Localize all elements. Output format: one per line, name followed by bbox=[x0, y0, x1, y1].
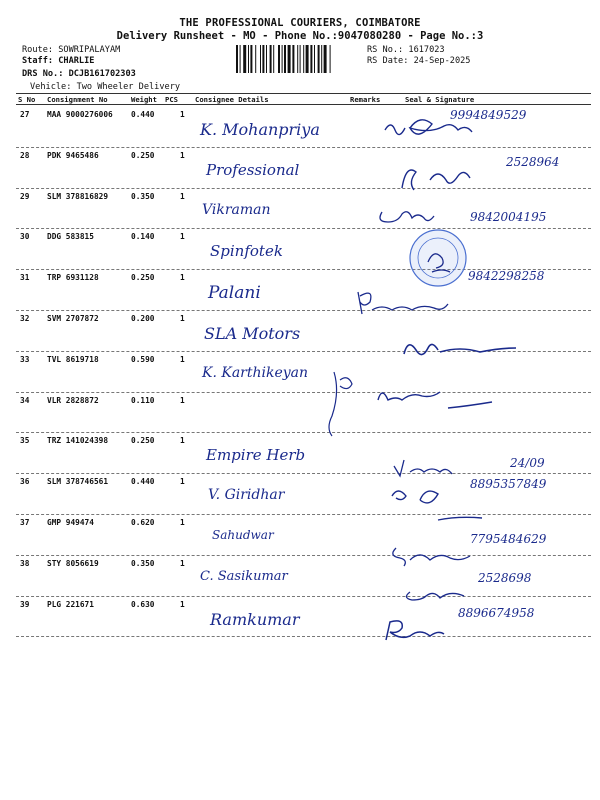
signature-mark bbox=[380, 212, 434, 222]
row-sno: 29 bbox=[20, 191, 30, 201]
row-consignment: TVL 8619718 bbox=[47, 354, 99, 364]
row-consignment: PDK 9465486 bbox=[47, 150, 99, 160]
row-sno: 35 bbox=[20, 436, 30, 446]
signature-phone-number: 2528698 bbox=[478, 570, 532, 585]
row-weight: 0.140 bbox=[131, 232, 155, 242]
col-seal-signature: Seal & Signature bbox=[405, 95, 475, 104]
row-consignment: TRP 6931128 bbox=[47, 273, 99, 283]
row-weight: 0.630 bbox=[131, 599, 155, 609]
row-weight: 0.250 bbox=[131, 436, 155, 446]
consignee-handwritten-name: C. Sasikumar bbox=[200, 568, 288, 584]
signature-phone-number: 9994849529 bbox=[450, 108, 527, 122]
consignee-handwritten-name: K. Karthikeyan bbox=[202, 364, 309, 381]
row-pcs: 1 bbox=[180, 191, 185, 201]
row-weight: 0.110 bbox=[131, 395, 155, 405]
row-consignment: MAA 9000276006 bbox=[47, 110, 113, 119]
row-weight: 0.440 bbox=[131, 110, 155, 119]
row-sno: 30 bbox=[20, 232, 30, 242]
consignee-handwritten-name: V. Giridhar bbox=[208, 487, 285, 504]
row-consignment: PLG 221671 bbox=[47, 599, 94, 609]
row-weight: 0.200 bbox=[131, 314, 155, 323]
signature-mark bbox=[402, 170, 470, 190]
col-remarks: Remarks bbox=[350, 95, 381, 104]
row-pcs: 1 bbox=[180, 150, 185, 160]
consignee-handwritten-name: Vikraman bbox=[202, 201, 271, 218]
row-sno: 33 bbox=[20, 354, 30, 364]
row-weight: 0.350 bbox=[131, 558, 155, 568]
consignee-handwritten-name: Empire Herb bbox=[206, 446, 306, 465]
signature-mark bbox=[393, 548, 470, 566]
row-sno: 39 bbox=[20, 599, 30, 609]
signature-phone-number: 24/09 bbox=[510, 456, 545, 471]
row-weight: 0.590 bbox=[131, 354, 155, 364]
row-sno: 27 bbox=[20, 110, 30, 119]
vehicle-label: Vehicle: Two Wheeler Delivery bbox=[30, 82, 181, 92]
row-sno: 28 bbox=[20, 150, 30, 160]
row-weight: 0.440 bbox=[131, 477, 155, 487]
rs-date: RS Date: 24-Sep-2025 bbox=[367, 56, 471, 66]
signature-mark bbox=[404, 344, 516, 354]
row-weight: 0.250 bbox=[131, 273, 155, 283]
row-consignment: SLM 378816829 bbox=[47, 191, 109, 201]
signature-phone-number: 7795484629 bbox=[470, 532, 547, 546]
row-pcs: 1 bbox=[180, 273, 185, 283]
row-consignment: DDG 583815 bbox=[47, 232, 94, 242]
row-consignment: TRZ 141024398 bbox=[47, 436, 109, 446]
signature-phone-number: 9842298258 bbox=[468, 269, 545, 284]
consignee-handwritten-name: K. Mohanpriya bbox=[200, 120, 320, 139]
row-pcs: 1 bbox=[180, 436, 185, 446]
row-sno: 37 bbox=[20, 518, 30, 527]
consignee-handwritten-name: Palani bbox=[208, 283, 261, 304]
row-sno: 38 bbox=[20, 558, 30, 568]
row-sno: 36 bbox=[20, 477, 30, 487]
signature-mark bbox=[358, 292, 448, 314]
col-consignment: Consignment No bbox=[47, 95, 108, 104]
signature-mark bbox=[329, 372, 352, 436]
row-consignment: SLM 378746561 bbox=[47, 477, 109, 487]
row-consignment: SVM 2707872 bbox=[47, 314, 99, 323]
row-pcs: 1 bbox=[180, 110, 185, 119]
signature-phone-number: 8896674958 bbox=[458, 605, 535, 620]
consignee-handwritten-name: Spinfotek bbox=[210, 242, 283, 261]
row-pcs: 1 bbox=[180, 518, 185, 527]
consignee-handwritten-name: Sahudwar bbox=[212, 528, 274, 542]
signature-phone-number: 9842004195 bbox=[470, 209, 547, 224]
document-subtitle: Delivery Runsheet - MO - Phone No.:9047080280 - Page No.:3 bbox=[116, 30, 484, 42]
col-pcs: PCS bbox=[165, 95, 178, 104]
drs-number: DRS No.: DCJB161702303 bbox=[22, 69, 136, 79]
row-pcs: 1 bbox=[180, 558, 185, 568]
row-consignment: GMP 949474 bbox=[47, 518, 94, 527]
row-pcs: 1 bbox=[180, 314, 185, 323]
row-weight: 0.620 bbox=[131, 518, 155, 527]
staff-label: Staff: CHARLIE bbox=[22, 56, 95, 66]
col-consignee: Consignee Details bbox=[195, 95, 269, 104]
row-pcs: 1 bbox=[180, 232, 185, 242]
consignee-handwritten-name: SLA Motors bbox=[204, 324, 301, 343]
row-pcs: 1 bbox=[180, 599, 185, 609]
row-weight: 0.250 bbox=[131, 150, 155, 160]
consignee-handwritten-name: Ramkumar bbox=[210, 609, 300, 629]
row-sno: 31 bbox=[20, 273, 30, 283]
row-pcs: 1 bbox=[180, 477, 185, 487]
col-sno: S No bbox=[18, 95, 36, 104]
signature-mark bbox=[385, 120, 472, 135]
signature-mark bbox=[406, 592, 464, 600]
signature-phone-number: 8895357849 bbox=[470, 477, 547, 492]
signature-phone-number: 2528964 bbox=[506, 154, 560, 169]
row-sno: 34 bbox=[20, 395, 30, 405]
signature-mark bbox=[392, 491, 482, 520]
row-pcs: 1 bbox=[180, 395, 185, 405]
row-weight: 0.350 bbox=[131, 191, 155, 201]
signature-mark bbox=[386, 621, 444, 640]
row-sno: 32 bbox=[20, 314, 30, 323]
rs-number: RS No.: 1617023 bbox=[367, 45, 445, 55]
row-pcs: 1 bbox=[180, 354, 185, 364]
signature-mark bbox=[394, 460, 452, 476]
signature-mark bbox=[378, 392, 492, 408]
row-consignment: VLR 2828872 bbox=[47, 395, 99, 405]
row-consignment: STY 8056619 bbox=[47, 558, 99, 568]
route-label: Route: SOWRIPALAYAM bbox=[22, 45, 121, 55]
consignee-handwritten-name: Professional bbox=[206, 160, 300, 179]
document-title: THE PROFESSIONAL COURIERS, COIMBATORE bbox=[179, 17, 421, 29]
col-weight: Weight bbox=[131, 95, 157, 104]
